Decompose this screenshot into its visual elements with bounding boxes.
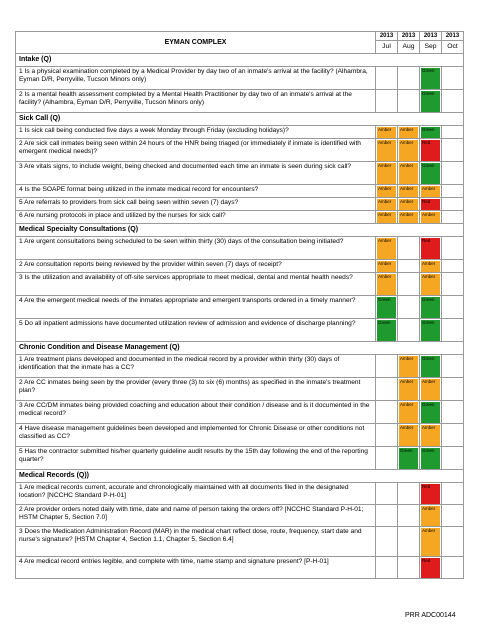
question-row [16,319,464,342]
status-cell [420,378,442,401]
status-cell [420,527,442,557]
status-cell [376,527,398,557]
status-badge-amber: Amber [421,506,440,526]
status-badge-amber: Amber [399,127,418,138]
table-body [16,32,464,579]
status-cell [376,319,398,342]
status-badge-amber: Amber [399,186,418,197]
year-sep: 2013 [420,32,442,41]
question-text: 4 Is the SOAPE format being utilized in the inmate medical record for encounters? [16,185,376,198]
status-cell [376,162,398,185]
question-row [16,126,464,139]
month-sep: Sep [420,41,442,54]
status-cell [420,355,442,378]
month-oct: Oct [442,41,464,54]
status-cell [442,185,464,198]
status-cell [376,185,398,198]
status-cell [420,90,442,113]
status-cell [398,211,420,224]
status-badge-green: Green [421,127,440,138]
status-cell [442,162,464,185]
status-cell [420,557,442,579]
status-cell [442,139,464,162]
status-cell [376,198,398,211]
status-cell [376,273,398,296]
status-badge-amber: Amber [377,199,396,210]
question-row [16,447,464,470]
status-cell [420,139,442,162]
status-badge-amber: Amber [377,140,396,161]
status-badge-amber: Amber [399,163,418,184]
status-badge-amber: Amber [377,186,396,197]
question-row [16,211,464,224]
question-row [16,273,464,296]
question-text: 1 Is sick call being conducted five days a week Monday through Friday (excluding holidays)? [16,126,376,139]
question-text: 2 Are sick call inmates being seen within 24 hours of the HNR being triaged (or immediately if inmate is identified with emergent medical needs)? [16,139,376,162]
question-row [16,527,464,557]
question-text: 2 Are consultation reports being reviewed by the provider within seven (7) days of receipt? [16,260,376,273]
status-cell [420,319,442,342]
question-row [16,139,464,162]
status-cell [376,90,398,113]
question-row [16,296,464,319]
status-cell [442,126,464,139]
status-cell [420,126,442,139]
status-cell [376,378,398,401]
status-cell [398,483,420,505]
compliance-table [15,31,464,579]
question-text: 6 Are nursing protocols in place and utilized by the nurses for sick call? [16,211,376,224]
status-cell [442,424,464,447]
status-cell [442,198,464,211]
status-cell [376,237,398,260]
status-cell [420,185,442,198]
question-row [16,505,464,527]
status-cell [442,237,464,260]
status-badge-green: Green [377,320,396,341]
question-text: 1 Are treatment plans developed and documented in the medical record by a provider within thirty (30) days of identification that the inmate has a CC? [16,355,376,378]
status-cell [442,557,464,579]
status-cell [398,378,420,401]
section-title: Intake (Q) [16,54,464,67]
question-row [16,401,464,424]
status-badge-green: Green [377,297,396,318]
status-badge-red: Red [421,558,440,578]
question-row [16,67,464,90]
section-title: Chronic Condition and Disease Management (Q) [16,342,464,355]
status-cell [398,527,420,557]
status-cell [376,505,398,527]
status-badge-green: Green [399,448,418,469]
status-cell [442,447,464,470]
section-row [16,54,464,67]
status-cell [442,505,464,527]
status-badge-green: Green [421,163,440,184]
status-badge-amber: Amber [377,261,396,272]
status-badge-amber: Amber [421,212,440,223]
status-cell [442,67,464,90]
status-cell [398,273,420,296]
section-row [16,224,464,237]
status-badge-amber: Amber [377,274,396,295]
status-cell [376,424,398,447]
year-jul: 2013 [376,32,398,41]
status-cell [420,237,442,260]
status-cell [420,401,442,424]
section-row [16,470,464,483]
status-badge-amber: Amber [421,528,440,556]
question-text: 1 Are medical records current, accurate and chronologically maintained with all documents filed in the designated location? [NCCHC Standard P-H-01] [16,483,376,505]
question-text: 2 Is a mental health assessment completed by a Mental Health Practitioner by day two of an inmate's arrival at the facility? (Alhambra, Eyman D/R, Perryville, Tucson Minors only) [16,90,376,113]
status-badge-amber: Amber [399,356,418,377]
status-cell [420,447,442,470]
question-text: 3 Does the Medication Administration Record (MAR) in the medical chart reflect dose, route, frequency, start date and nurse's signature? [HSTM Chapter 4, Section 1.1, Chapter 5, Section 6.4] [16,527,376,557]
status-cell [398,557,420,579]
question-row [16,162,464,185]
question-row [16,378,464,401]
question-text: 5 Are referrals to providers from sick call being seen within seven (7) days? [16,198,376,211]
status-badge-green: Green [421,448,440,469]
status-badge-green: Green [421,91,440,112]
status-badge-amber: Amber [377,127,396,138]
status-badge-amber: Amber [377,163,396,184]
question-text: 4 Have disease management guidelines been developed and implemented for Chronic Disease or other conditions not classified as CC? [16,424,376,447]
question-text: 4 Are medical record entries legible, and complete with time, name stamp and signature present? [P-H-01] [16,557,376,579]
question-text: 3 Are CC/DM inmates being provided coaching and education about their condition / disease and is it documented in the medical record? [16,401,376,424]
status-cell [398,505,420,527]
status-badge-red: Red [421,484,440,504]
status-cell [442,378,464,401]
document-id: PRR ADC00144 [405,612,456,619]
status-cell [398,237,420,260]
status-cell [398,126,420,139]
status-cell [420,211,442,224]
section-title: Sick Call (Q) [16,113,464,126]
status-cell [376,139,398,162]
status-cell [398,162,420,185]
status-badge-green: Green [421,356,440,377]
status-cell [398,355,420,378]
status-cell [398,185,420,198]
status-cell [442,355,464,378]
status-cell [398,260,420,273]
status-badge-amber: Amber [399,199,418,210]
status-cell [442,211,464,224]
question-row [16,198,464,211]
status-cell [376,126,398,139]
status-badge-amber: Amber [377,212,396,223]
status-cell [420,273,442,296]
status-cell [376,557,398,579]
status-cell [442,260,464,273]
year-oct: 2013 [442,32,464,41]
question-text: 3 Is the utilization and availability of off-site services appropriate to meet medical, dental and mental health needs? [16,273,376,296]
question-row [16,424,464,447]
question-text: 5 Has the contractor submitted his/her quarterly guideline audit results by the 15th day following the end of the reporting quarter? [16,447,376,470]
status-cell [398,401,420,424]
status-badge-amber: Amber [399,425,418,446]
status-cell [398,319,420,342]
status-cell [420,483,442,505]
question-text: 5 Do all inpatient admissions have documented utilization review of admission and evidence of discharge planning? [16,319,376,342]
header-year-row [16,32,464,41]
status-cell [442,483,464,505]
section-title: Medical Records (Q)) [16,470,464,483]
question-row [16,557,464,579]
status-cell [376,67,398,90]
status-cell [398,296,420,319]
question-text: 1 Are urgent consultations being scheduled to be seen within thirty (30) days of the consultation being initiated? [16,237,376,260]
status-cell [420,424,442,447]
status-cell [420,505,442,527]
question-row [16,260,464,273]
status-cell [398,424,420,447]
status-badge-red: Red [421,238,440,259]
status-badge-amber: Amber [399,402,418,423]
question-text: 2 Are provider orders noted daily with time, date and name of person taking the orders off? [NCCHC Standard P-H-01; HSTM Chapter 5, Section 7.0] [16,505,376,527]
status-cell [442,401,464,424]
status-cell [398,90,420,113]
section-row [16,113,464,126]
status-cell [442,319,464,342]
status-badge-amber: Amber [377,238,396,259]
question-row [16,185,464,198]
status-cell [398,447,420,470]
status-cell [420,260,442,273]
section-title: Medical Specialty Consultations (Q) [16,224,464,237]
status-badge-amber: Amber [421,379,440,400]
status-badge-amber: Amber [399,140,418,161]
status-cell [442,527,464,557]
status-badge-green: Green [421,402,440,423]
status-badge-amber: Amber [421,261,440,272]
question-text: 4 Are the emergent medical needs of the inmates appropriate and emergent transports ordered in a timely manner? [16,296,376,319]
status-badge-red: Red [421,140,440,161]
status-cell [398,198,420,211]
status-cell [376,447,398,470]
month-jul: Jul [376,41,398,54]
section-row [16,342,464,355]
status-cell [376,296,398,319]
question-row [16,90,464,113]
month-aug: Aug [398,41,420,54]
status-cell [376,401,398,424]
question-text: 1 Is a physical examination completed by a Medical Provider by day two of an inmate's arrival at the facility? (Alhambra, Eyman D/R, Perryville, Tucson Minors only) [16,67,376,90]
question-row [16,355,464,378]
status-badge-green: Green [421,68,440,89]
question-text: 3 Are vitals signs, to include weight, being checked and documented each time an inmate is seen during sick call? [16,162,376,185]
status-cell [420,296,442,319]
status-cell [376,483,398,505]
status-badge-amber: Amber [421,274,440,295]
question-row [16,483,464,505]
status-cell [376,355,398,378]
status-cell [398,139,420,162]
status-badge-amber: Amber [421,425,440,446]
table-title: EYMAN COMPLEX [16,32,376,54]
status-cell [376,260,398,273]
status-cell [398,67,420,90]
status-badge-green: Green [421,297,440,318]
year-aug: 2013 [398,32,420,41]
question-row [16,237,464,260]
status-cell [376,211,398,224]
status-badge-amber: Amber [399,379,418,400]
status-badge-green: Green [421,320,440,341]
status-badge-red: Red [421,199,440,210]
status-badge-amber: Amber [399,212,418,223]
status-cell [420,162,442,185]
status-cell [442,90,464,113]
status-cell [442,296,464,319]
status-cell [442,273,464,296]
status-cell [420,67,442,90]
status-cell [420,198,442,211]
question-text: 2 Are CC inmates being seen by the provider (every three (3) to six (6) months) as specified in the inmate's treatment plan? [16,378,376,401]
status-badge-amber: Amber [421,186,440,197]
